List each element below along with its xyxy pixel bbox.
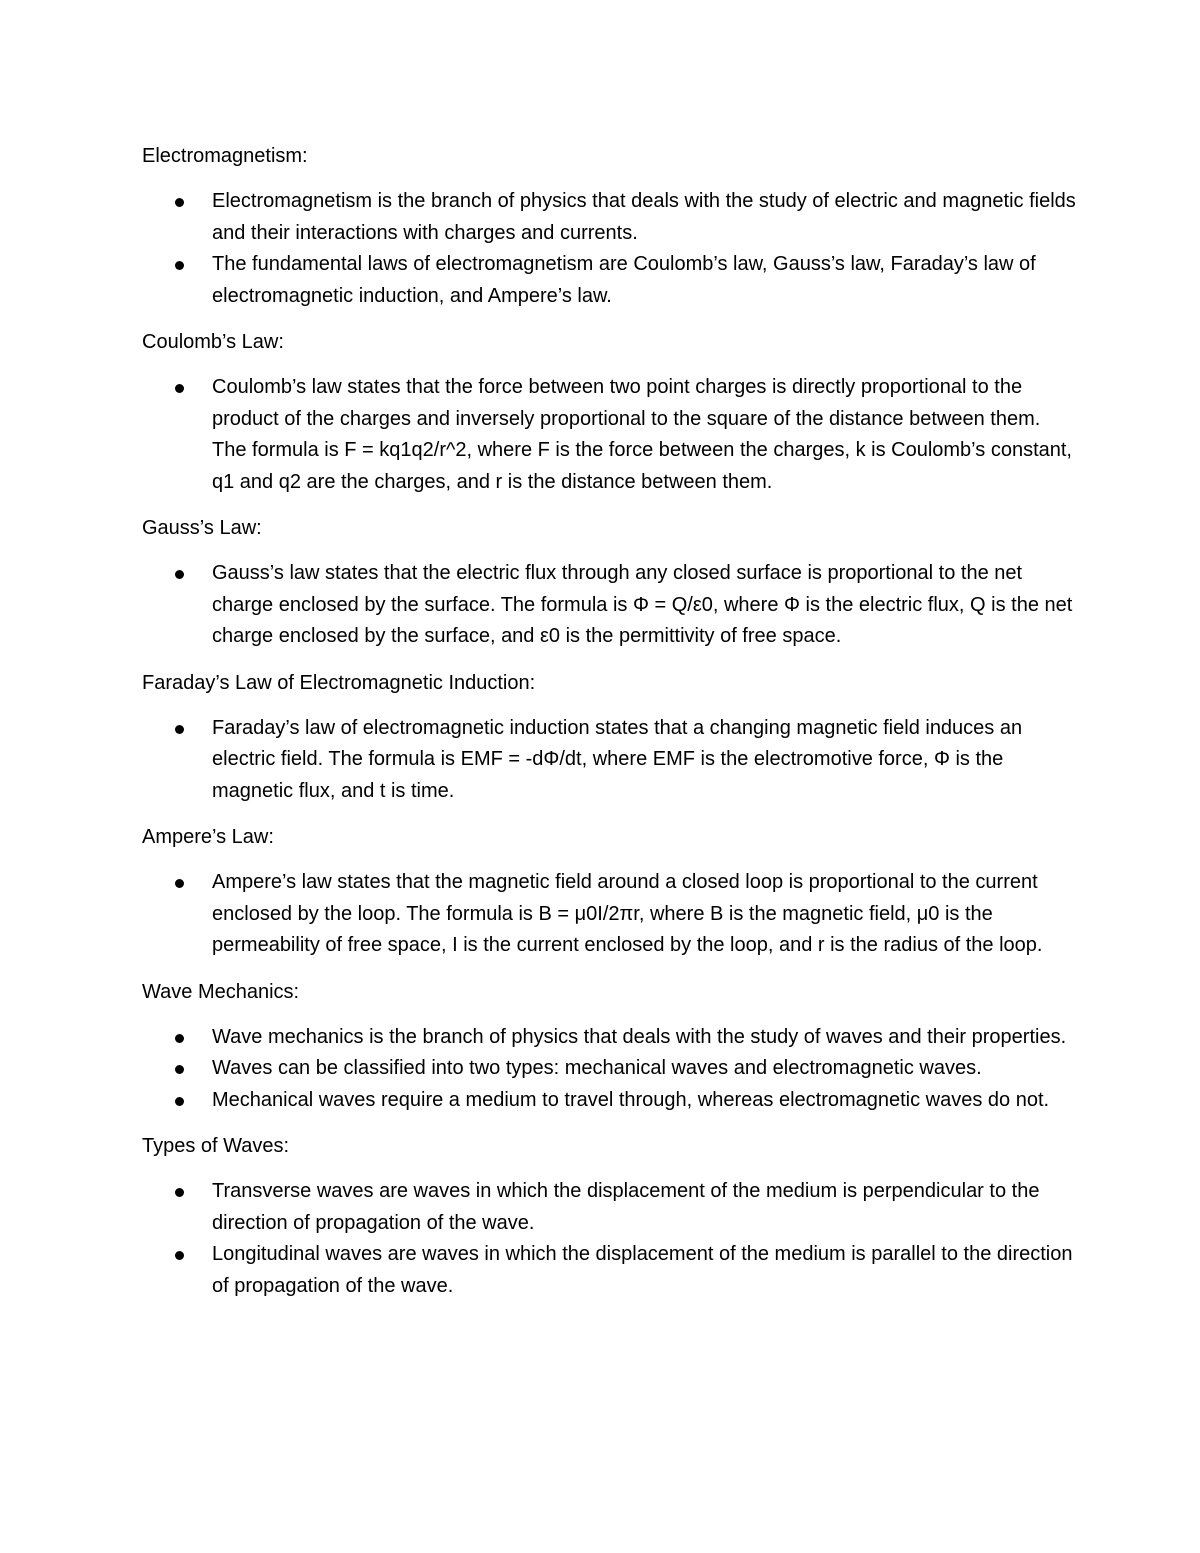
- section-heading: Electromagnetism:: [142, 145, 308, 167]
- list-item-text: Faraday’s law of electromagnetic induction states that a changing magnetic field induces an electric field. The formula is EMF = -dΦ/dt, where EMF is the electromotive force, Φ is the magnetic flux, and t is time.: [212, 716, 1023, 802]
- list-item: [142, 867, 1077, 962]
- bullet-icon: [175, 879, 184, 888]
- document-body: [142, 140, 1077, 1316]
- list-item-text: The fundamental laws of electromagnetism are Coulomb’s law, Gauss’s law, Faraday’s law of electromagnetic induction, and Ampere’s law.: [212, 253, 1036, 307]
- bullet-list: [142, 1176, 1077, 1302]
- bullet-icon: [175, 384, 184, 393]
- list-item: [142, 558, 1077, 653]
- bullet-icon: [175, 1097, 184, 1106]
- list-item-text: Gauss’s law states that the electric flux through any closed surface is proportional to the net charge enclosed by the surface. The formula is Φ = Q/ε0, where Φ is the electric flux, Q is the net charge enclosed by the surface, and ε0 is the permittivity of free space.: [212, 562, 1073, 647]
- list-item-text: Electromagnetism is the branch of physics that deals with the study of electric and magnetic fields and their interactions with charges and currents.: [212, 190, 1076, 244]
- section-heading: Wave Mechanics:: [142, 980, 300, 1003]
- section-gauss-law: [142, 512, 1077, 653]
- list-item: [142, 1053, 1077, 1085]
- section-faradays-law: [142, 667, 1077, 808]
- list-item-text: Mechanical waves require a medium to travel through, whereas electromagnetic waves do not.: [212, 1088, 1050, 1111]
- list-item: [142, 1239, 1077, 1302]
- list-item: [142, 1022, 1077, 1054]
- bullet-list: [142, 186, 1077, 312]
- bullet-icon: [175, 1251, 184, 1260]
- section-types-of-waves: [142, 1130, 1077, 1302]
- section-heading: Types of Waves:: [142, 1135, 290, 1157]
- list-item-text: Waves can be classified into two types: mechanical waves and electromagnetic waves.: [212, 1057, 982, 1079]
- list-item: [142, 186, 1077, 249]
- list-item: [142, 1176, 1077, 1239]
- bullet-icon: [175, 198, 184, 207]
- section-heading: Gauss’s Law:: [142, 517, 262, 539]
- bullet-icon: [175, 1034, 184, 1043]
- list-item: [142, 372, 1077, 498]
- section-coulombs-law: [142, 326, 1077, 498]
- bullet-icon: [175, 725, 184, 734]
- bullet-list: [142, 867, 1077, 962]
- section-amperes-law: [142, 821, 1077, 962]
- list-item-text: Wave mechanics is the branch of physics that deals with the study of waves and their properties.: [212, 1025, 1067, 1048]
- list-item-text: Coulomb’s law states that the force between two point charges is directly proportional to the product of the charges and inversely proportional to the square of the distance between them. The formula is F = kq1q2/r^2, where F is the force between the charges, k is Coulomb’s constant, q1 and q2 are the charges, and r is the distance between them.: [212, 376, 1072, 493]
- section-heading: Coulomb’s Law:: [142, 331, 284, 353]
- section-wave-mechanics: [142, 976, 1077, 1117]
- section-heading: Faraday’s Law of Electromagnetic Induction:: [142, 671, 536, 694]
- list-item-text: Longitudinal waves are waves in which the displacement of the medium is parallel to the direction of propagation of the wave.: [212, 1243, 1073, 1297]
- bullet-list: [142, 713, 1077, 808]
- list-item-text: Ampere’s law states that the magnetic field around a closed loop is proportional to the current enclosed by the loop. The formula is B = μ0I/2πr, where B is the magnetic field, μ0 is the permeability of free space, I is the current enclosed by the loop, and r is the radius of the loop.: [212, 871, 1043, 956]
- section-heading: Ampere’s Law:: [142, 826, 274, 848]
- bullet-list: [142, 1022, 1077, 1117]
- list-item: [142, 1085, 1077, 1117]
- section-electromagnetism: [142, 140, 1077, 312]
- bullet-icon: [175, 1065, 184, 1074]
- bullet-list: [142, 372, 1077, 498]
- bullet-icon: [175, 570, 184, 579]
- list-item: [142, 249, 1077, 312]
- list-item-text: Transverse waves are waves in which the displacement of the medium is perpendicular to the direction of propagation of the wave.: [212, 1180, 1040, 1234]
- list-item: [142, 713, 1077, 808]
- bullet-icon: [175, 1188, 184, 1197]
- bullet-icon: [175, 261, 184, 270]
- bullet-list: [142, 558, 1077, 653]
